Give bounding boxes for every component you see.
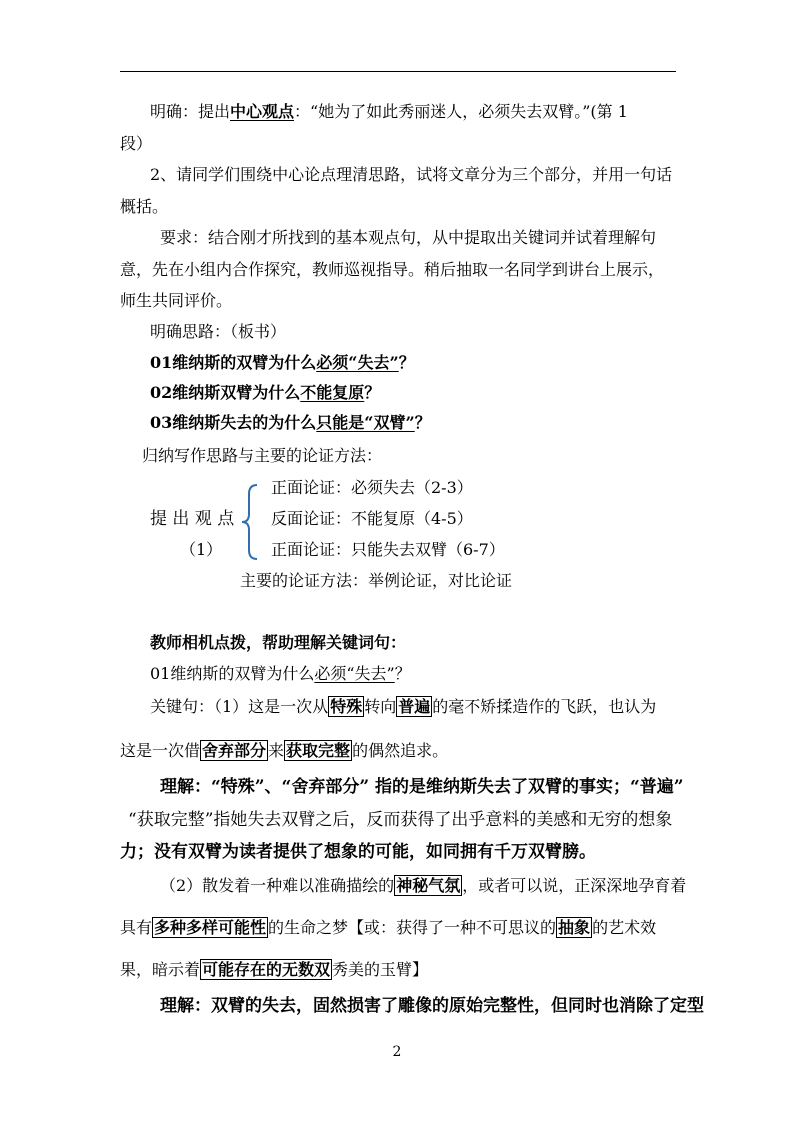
paragraph-line: 要求：结合刚才所找到的基本观点句，从中提取出关键词并试着理解句 bbox=[160, 228, 657, 247]
text-segment: 关键句：（1）这是一次从 bbox=[150, 697, 329, 716]
key-sentence-line bbox=[160, 876, 686, 896]
underlined-term: 必须“失去” bbox=[316, 353, 399, 372]
understanding-line: 理解：双臂的失去，固然损害了雕像的原始完整性，但同时也消除了定型 bbox=[160, 996, 704, 1016]
text-segment: 的生命之梦【或：获得了一种不可思议的 bbox=[268, 918, 557, 937]
question-3 bbox=[150, 413, 431, 433]
brace-icon bbox=[241, 484, 259, 560]
text-segment: 来 bbox=[268, 741, 285, 760]
paragraph-line: 明确思路：（板书） bbox=[150, 322, 287, 341]
boxed-term: 特殊 bbox=[330, 697, 363, 716]
page-number: 2 bbox=[392, 1044, 402, 1060]
header-rule bbox=[120, 71, 676, 72]
question-repeat bbox=[150, 664, 411, 684]
paragraph-line: 意，先在小组内合作探究，教师巡视指导。稍后抽取一名同学到讲台上展示， bbox=[120, 260, 665, 279]
clarify-line bbox=[150, 102, 628, 122]
diagram-item: 反面论证：不能复原（4-5） bbox=[271, 509, 473, 528]
text-segment: ？ bbox=[414, 413, 431, 432]
paragraph-line: 师生共同评价。 bbox=[120, 291, 233, 310]
question-1 bbox=[150, 353, 415, 373]
understanding-line: “获取完整”指她失去双臂之后，反而获得了出乎意料的美感和无穷的想象 bbox=[128, 810, 673, 830]
text-segment: ？ bbox=[394, 664, 411, 683]
text-segment: 秀美的玉臂】 bbox=[332, 960, 429, 979]
boxed-term: 普遍 bbox=[398, 697, 431, 716]
text-segment: 03维纳斯失去的为什么 bbox=[150, 413, 317, 432]
text-segment: ，或者可以说，正深深地孕育着 bbox=[462, 876, 687, 895]
boxed-term: 抽象 bbox=[558, 918, 591, 937]
key-sentence-line bbox=[150, 697, 656, 717]
text-segment: 的毫不矫揉造作的飞跃，也认为 bbox=[432, 697, 657, 716]
diagram-item: 正面论证：必须失去（2-3） bbox=[271, 478, 473, 497]
boxed-term: 多种多样可能性 bbox=[154, 918, 267, 937]
text-segment: 01维纳斯的双臂为什么 bbox=[150, 664, 315, 683]
boxed-term: 神秘气氛 bbox=[396, 876, 461, 895]
text-segment: 01维纳斯的双臂为什么 bbox=[150, 353, 317, 372]
text-segment: 具有 bbox=[120, 918, 153, 937]
boxed-term: 舍弃部分 bbox=[202, 741, 267, 760]
key-sentence-line bbox=[120, 741, 448, 761]
understanding-line: 力；没有双臂为读者提供了想象的可能，如同拥有千万双臂膀。 bbox=[120, 842, 596, 862]
paragraph-line: 概括。 bbox=[120, 197, 169, 216]
underlined-term: 必须“失去” bbox=[314, 664, 395, 683]
text-segment: ？ bbox=[364, 383, 381, 402]
paragraph-line: 2、请同学们围绕中心论点理清思路，试将文章分为三个部分，并用一句话 bbox=[150, 165, 673, 184]
key-sentence-line bbox=[120, 960, 428, 980]
question-2 bbox=[150, 383, 380, 403]
text-segment: 明确：提出 bbox=[150, 102, 231, 121]
diagram-label: 提 出 观 点 bbox=[150, 509, 235, 529]
underlined-term: 中心观点 bbox=[230, 102, 295, 121]
diagram-methods: 主要的论证方法：举例论证，对比论证 bbox=[240, 571, 513, 590]
diagram-label: （1） bbox=[180, 540, 223, 559]
understanding-line: 理解：“特殊”、“舍弃部分” 指的是维纳斯失去了双臂的事实；“普遍” bbox=[160, 777, 684, 797]
text-segment: ？ bbox=[398, 353, 415, 372]
underlined-term: 只能是“双臂” bbox=[316, 413, 415, 432]
paragraph-line: 教师相机点拨，帮助理解关键词句： bbox=[150, 633, 407, 652]
text-segment: 的艺术效 bbox=[592, 918, 657, 937]
paragraph-line: 归纳写作思路与主要的论证方法： bbox=[142, 446, 383, 465]
text-segment: 02维纳斯双臂为什么 bbox=[150, 383, 301, 402]
boxed-term: 获取完整 bbox=[286, 741, 351, 760]
text-segment: ：“她为了如此秀丽迷人，必须失去双臂。”(第 1 bbox=[294, 102, 628, 121]
key-sentence-line bbox=[120, 918, 656, 938]
text-segment: 的偶然追求。 bbox=[352, 741, 449, 760]
boxed-term: 可能存在的无数双 bbox=[202, 960, 331, 979]
text-segment: 果，暗示着 bbox=[120, 960, 201, 979]
underlined-term: 不能复原 bbox=[300, 383, 365, 402]
text-segment: （2）散发着一种难以准确描绘的 bbox=[160, 876, 395, 895]
paragraph-line: 段） bbox=[120, 134, 153, 153]
diagram-item: 正面论证：只能失去双臂（6-7） bbox=[271, 540, 505, 559]
text-segment: 转向 bbox=[364, 697, 397, 716]
text-segment: 这是一次借 bbox=[120, 741, 201, 760]
